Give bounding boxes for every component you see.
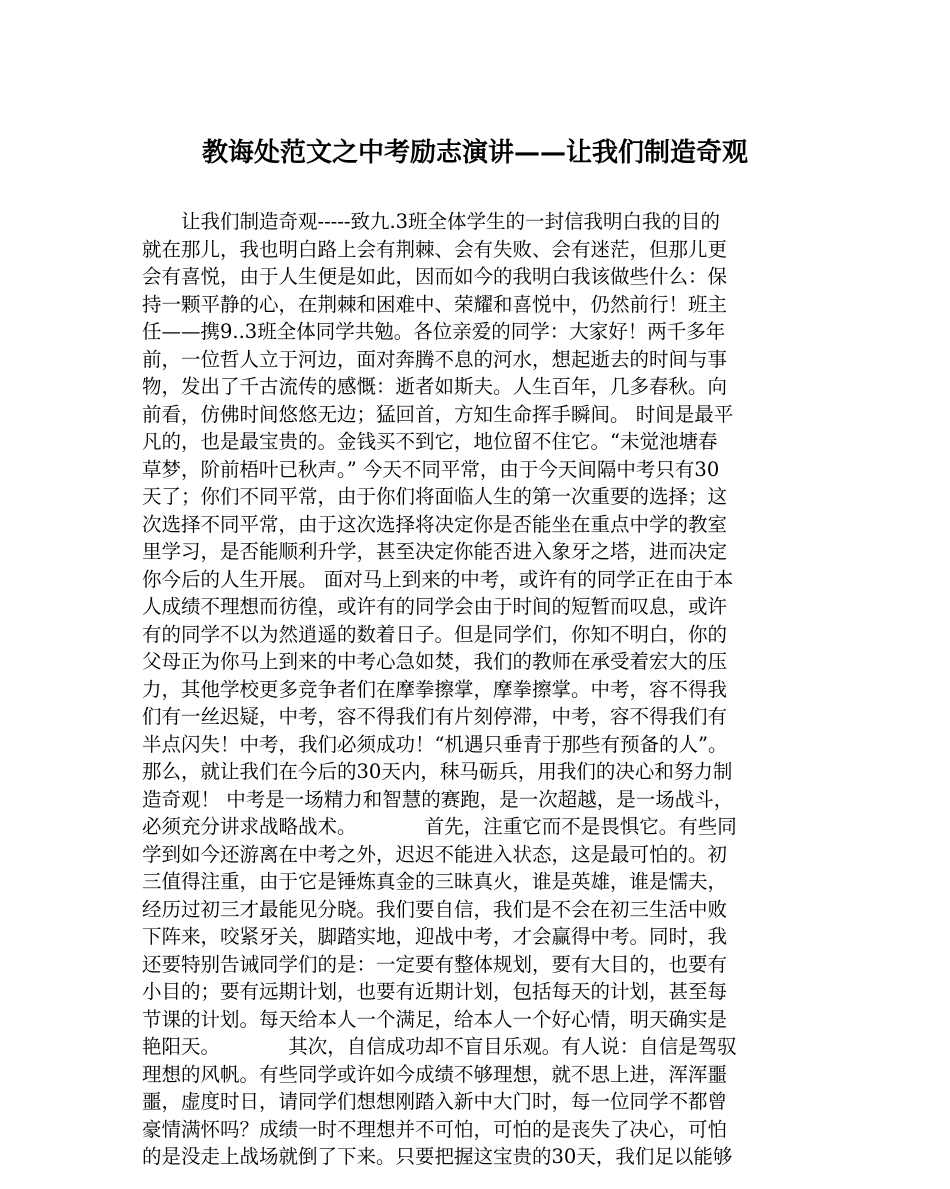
body-line: 你今后的人生开展。 面对马上到来的中考，或许有的同学正在由于本 [142,567,734,591]
body-line: 豪情满怀吗？成绩一时不理想并不可怕，可怕的是丧失了决心，可怕 [142,1117,728,1141]
body-line: 会有喜悦，由于人生便是如此，因而如今的我明白我该做些什么：保 [142,265,728,288]
body-line: 有的同学不以为然逍遥的数着日子。但是同学们，你知不明白，你的 [142,622,728,646]
body-line: 前看，仿佛时间悠悠无边；猛回首，方知生命挥手瞬间。 时间是最平 [142,402,734,426]
body-line: 理想的风帆。有些同学或许如今成绩不够理想，就不思上进，浑浑噩 [142,1062,728,1086]
body-line: 次选择不同平常，由于这次选择将决定你是否能坐在重点中学的教室 [142,512,728,536]
body-line: 造奇观！ 中考是一场精力和智慧的赛跑，是一次超越，是一场战斗， [142,787,734,811]
body-line: 小目的；要有远期计划，也要有近期计划，包括每天的计划，甚至每 [142,980,728,1003]
body-line: 那么，就让我们在今后的30天内，秣马砺兵，用我们的决心和努力制 [142,760,733,783]
body-line: 噩，虚度时日，请同学们想想刚踏入新中大门时，每一位同学不都曾 [142,1090,728,1113]
body-line: 下阵来，咬紧牙关，脚踏实地，迎战中考，才会赢得中考。同时，我 [142,925,728,948]
body-line: 就在那儿，我也明白路上会有荆棘、会有失败、会有迷茫，但那儿更 [142,237,728,261]
body-line: 持一颗平静的心，在荆棘和困难中、荣耀和喜悦中，仍然前行！班主 [142,292,728,316]
document-title: 教诲处范文之中考励志演讲——让我们制造奇观 [201,138,748,168]
body-line: 人成绩不理想而彷徨，或许有的同学会由于时间的短暂而叹息，或许 [142,595,728,618]
body-line: 必须充分讲求战略战术。 首先，注重它而不是畏惧它。有些同 [142,815,737,838]
body-line: 父母正为你马上到来的中考心急如焚，我们的教师在承受着宏大的压 [142,650,728,673]
body-line: 让我们制造奇观-----致九.3班全体学生的一封信我明白我的目的 [142,210,721,233]
body-line: 任——携9..3班全体同学共勉。各位亲爱的同学：大家好！两千多年 [142,320,726,343]
body-line: 草梦，阶前梧叶已秋声。” 今天不同平常，由于今天间隔中考只有30 [142,457,720,481]
body-line: 天了；你们不同平常，由于你们将面临人生的第一次重要的选择；这 [142,485,728,508]
body-line: 节课的计划。每天给本人一个满足，给本人一个好心情，明天确实是 [142,1007,728,1031]
body-line: 还要特别告诫同学们的是：一定要有整体规划，要有大目的，也要有 [142,952,728,976]
body-line: 半点闪失！中考，我们必须成功！“机遇只垂青于那些有预备的人”。 [142,732,728,756]
body-line: 凡的，也是最宝贵的。金钱买不到它，地位留不住它。“未觉池塘春 [142,430,718,453]
body-line: 艳阳天。 其次，自信成功却不盲目乐观。有人说：自信是驾驭 [142,1035,737,1058]
body-line: 力，其他学校更多竞争者们在摩拳擦掌，摩拳擦掌。中考，容不得我 [142,677,728,701]
body-line: 里学习，是否能顺利升学，甚至决定你能否进入象牙之塔，进而决定 [142,540,728,563]
body-line: 学到如今还游离在中考之外，迟迟不能进入状态，这是最可怕的。初 [142,842,728,866]
body-line: 三值得注重，由于它是锤炼真金的三昧真火，谁是英雄，谁是懦夫， [142,870,728,893]
body-line: 的是没走上战场就倒了下来。只要把握这宝贵的30天，我们足以能够 [142,1145,733,1168]
body-line: 经历过初三才最能见分晓。我们要自信，我们是不会在初三生活中败 [142,897,728,921]
body-line: 物，发出了千古流传的感慨：逝者如斯夫。人生百年，几多春秋。向 [142,375,728,398]
document-body [142,208,808,1171]
body-line: 前，一位哲人立于河边，面对奔腾不息的河水，想起逝去的时间与事 [142,347,728,371]
body-line: 们有一丝迟疑，中考，容不得我们有片刻停滞，中考，容不得我们有 [142,705,728,728]
